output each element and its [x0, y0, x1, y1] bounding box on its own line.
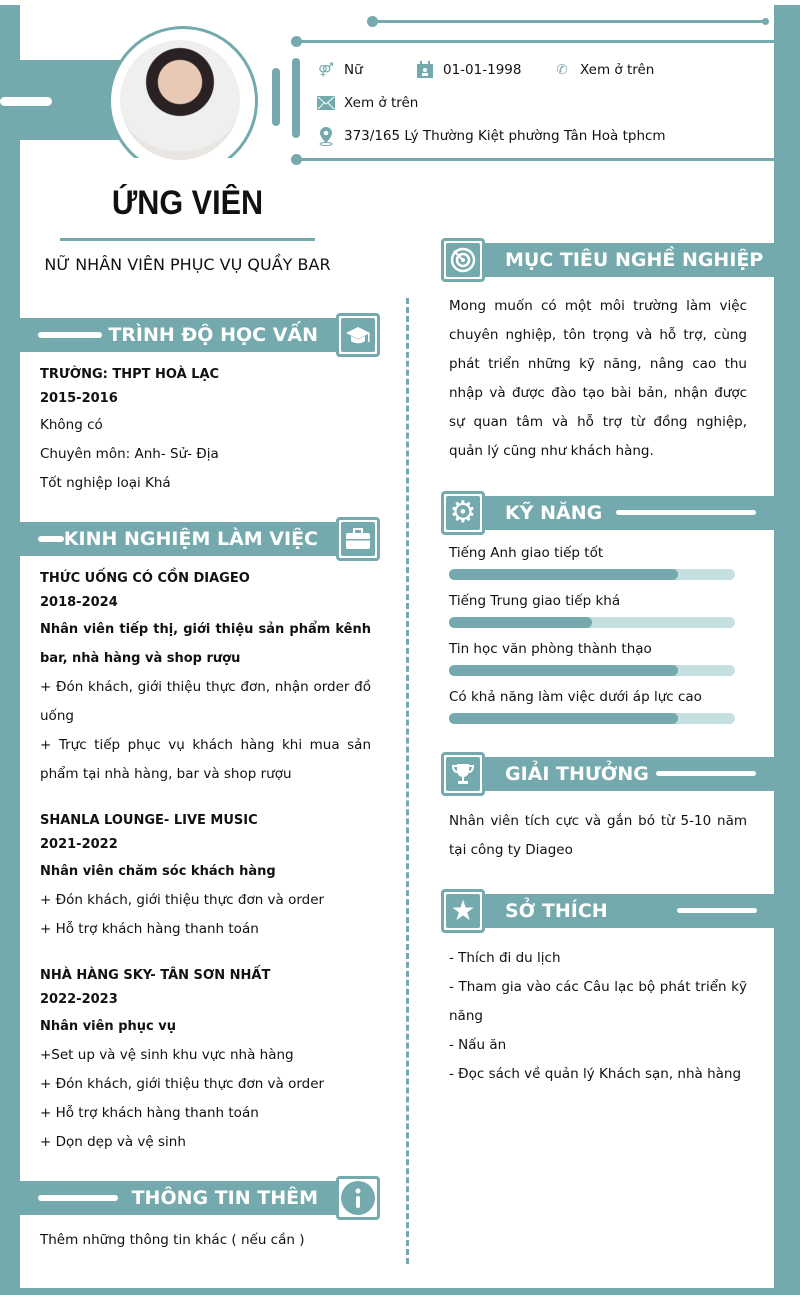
section-title: GIẢI THƯỞNG — [505, 763, 649, 785]
graduation-cap-icon — [336, 313, 380, 357]
decor-dot — [291, 154, 302, 165]
decor-vbar — [292, 58, 300, 138]
decor-dot — [762, 18, 769, 25]
extra-text: Thêm những thông tin khác ( nếu cần ) — [40, 1232, 305, 1248]
awards-text: Nhân viên tích cực và gắn bó từ 5-10 năm tại công ty Diageo — [449, 813, 747, 858]
education-line: Chuyên môn: Anh- Sử- Địa — [40, 446, 219, 462]
skill-bar-fill — [449, 713, 678, 724]
hobby-item: - Nấu ăn — [449, 1037, 507, 1053]
contact-phone — [552, 60, 654, 80]
skill-label: Có khả năng làm việc dưới áp lực cao — [449, 689, 702, 705]
hobby-item: - Đọc sách về quản lý Khách sạn, nhà hàng — [449, 1066, 742, 1082]
gear-icon: ⚙ — [441, 491, 485, 535]
school-years: 2015-2016 — [40, 391, 118, 406]
email-value: Xem ở trên — [344, 95, 419, 111]
contact-email — [316, 93, 418, 113]
skill-item — [449, 689, 735, 724]
header-pill — [656, 771, 756, 776]
mail-icon — [316, 93, 336, 113]
decor-line — [296, 40, 774, 43]
job-position: NỮ NHÂN VIÊN PHỤC VỤ QUẦY BAR — [44, 255, 331, 274]
job-years: 2022-2023 — [40, 992, 118, 1007]
section-header-objective — [485, 243, 774, 277]
skill-bar — [449, 665, 735, 676]
skill-bar-fill — [449, 665, 678, 676]
skill-bar — [449, 713, 735, 724]
calendar-icon — [415, 60, 435, 80]
header-pill — [38, 536, 64, 542]
header-pill — [38, 1195, 118, 1201]
section-header-experience — [20, 522, 340, 556]
job-company: SHANLA LOUNGE- LIVE MUSIC — [40, 813, 258, 828]
frame-bottom — [0, 1288, 800, 1295]
skill-bar — [449, 617, 735, 628]
decor-vbar — [272, 68, 280, 126]
contact-gender — [316, 60, 363, 80]
education-line: Không có — [40, 417, 103, 433]
skill-label: Tin học văn phòng thành thạo — [449, 641, 652, 657]
education-line: Tốt nghiệp loại Khá — [40, 475, 171, 491]
gender-value: Nữ — [344, 62, 363, 78]
job-duty: + Đón khách, giới thiệu thực đơn và order — [40, 1076, 325, 1092]
column-divider — [406, 298, 409, 1264]
info-icon — [336, 1176, 380, 1220]
hobby-item: - Tham gia vào các Câu lạc bộ phát triển kỹ năng — [449, 979, 747, 1024]
skill-item — [449, 641, 735, 676]
header-pill — [616, 510, 756, 515]
header-pill — [38, 332, 102, 338]
skill-bar — [449, 569, 735, 580]
job-years: 2021-2022 — [40, 837, 118, 852]
job-duty: + Dọn dẹp và vệ sinh — [40, 1134, 186, 1150]
contact-dob — [415, 60, 521, 80]
avatar — [120, 40, 240, 160]
job-duty: + Đón khách, giới thiệu thực đơn và order — [40, 892, 325, 908]
job-role: Nhân viên chăm sóc khách hàng — [40, 864, 276, 879]
section-title: TRÌNH ĐỘ HỌC VẤN — [108, 324, 318, 346]
trophy-icon — [441, 752, 485, 796]
frame-right — [774, 5, 800, 1295]
school-name: TRƯỜNG: THPT HOÀ LẠC — [40, 367, 220, 382]
job-duty: + Trực tiếp phục vụ khách hàng khi mua sản phẩm tại nhà hàng, bar và shop rượu — [40, 737, 371, 782]
job-company: NHÀ HÀNG SKY- TÂN SƠN NHẤT — [40, 968, 271, 983]
job-years: 2018-2024 — [40, 595, 118, 610]
target-icon — [441, 238, 485, 282]
skill-label: Tiếng Trung giao tiếp khá — [449, 593, 621, 609]
contact-address — [316, 126, 666, 146]
skill-bar-fill — [449, 569, 678, 580]
phone-value: Xem ở trên — [580, 62, 655, 78]
section-title: SỞ THÍCH — [505, 900, 608, 922]
candidate-name: ỨNG VIÊN — [111, 184, 264, 222]
objective-text: Mong muốn có một môi trường làm việc chuyên nghiệp, tôn trọng và hỗ trợ, cùng phát triển những kỹ năng, nâng cao thu nhập và được đào tạo bài bản, nhận được sự quan tâm và hỗ trợ từ đồng nghiệp, quản lý cũng như khách hàng. — [449, 298, 747, 459]
section-title: MỤC TIÊU NGHỀ NGHIỆP — [505, 249, 764, 271]
star-icon: ★ — [441, 889, 485, 933]
phone-icon: ✆ — [556, 62, 568, 78]
job-duty: +Set up và vệ sinh khu vực nhà hàng — [40, 1047, 294, 1063]
job-company: THỨC UỐNG CÓ CỒN DIAGEO — [40, 571, 250, 586]
header-pill — [677, 908, 757, 913]
job-duty: + Hỗ trợ khách hàng thanh toán — [40, 921, 259, 937]
job-duty: + Hỗ trợ khách hàng thanh toán — [40, 1105, 259, 1121]
skill-label: Tiếng Anh giao tiếp tốt — [449, 545, 604, 561]
decor-line — [296, 158, 774, 161]
section-title: THÔNG TIN THÊM — [131, 1187, 318, 1209]
hobby-item: - Thích đi du lịch — [449, 950, 561, 966]
header-pill — [0, 97, 52, 106]
frame-left — [0, 5, 20, 1295]
job-duty: + Đón khách, giới thiệu thực đơn, nhận order đồ uống — [40, 679, 371, 724]
decor-line — [372, 20, 765, 23]
decor-dot — [291, 36, 302, 47]
address-value: 373/165 Lý Thường Kiệt phường Tân Hoà tphcm — [344, 128, 666, 144]
skill-item — [449, 593, 735, 628]
section-title: KINH NGHIỆM LÀM VIỆC — [63, 528, 318, 550]
skill-bar-fill — [449, 617, 592, 628]
name-underline — [60, 238, 315, 241]
dob-value: 01-01-1998 — [443, 62, 522, 78]
location-pin-icon — [316, 126, 336, 146]
briefcase-icon — [336, 517, 380, 561]
section-title: KỸ NĂNG — [505, 502, 603, 524]
job-role: Nhân viên phục vụ — [40, 1019, 176, 1034]
gender-icon: ⚤ — [318, 62, 334, 78]
job-role: Nhân viên tiếp thị, giới thiệu sản phẩm kênh bar, nhà hàng và shop rượu — [40, 622, 371, 666]
decor-dot — [367, 16, 378, 27]
skill-item — [449, 545, 735, 580]
